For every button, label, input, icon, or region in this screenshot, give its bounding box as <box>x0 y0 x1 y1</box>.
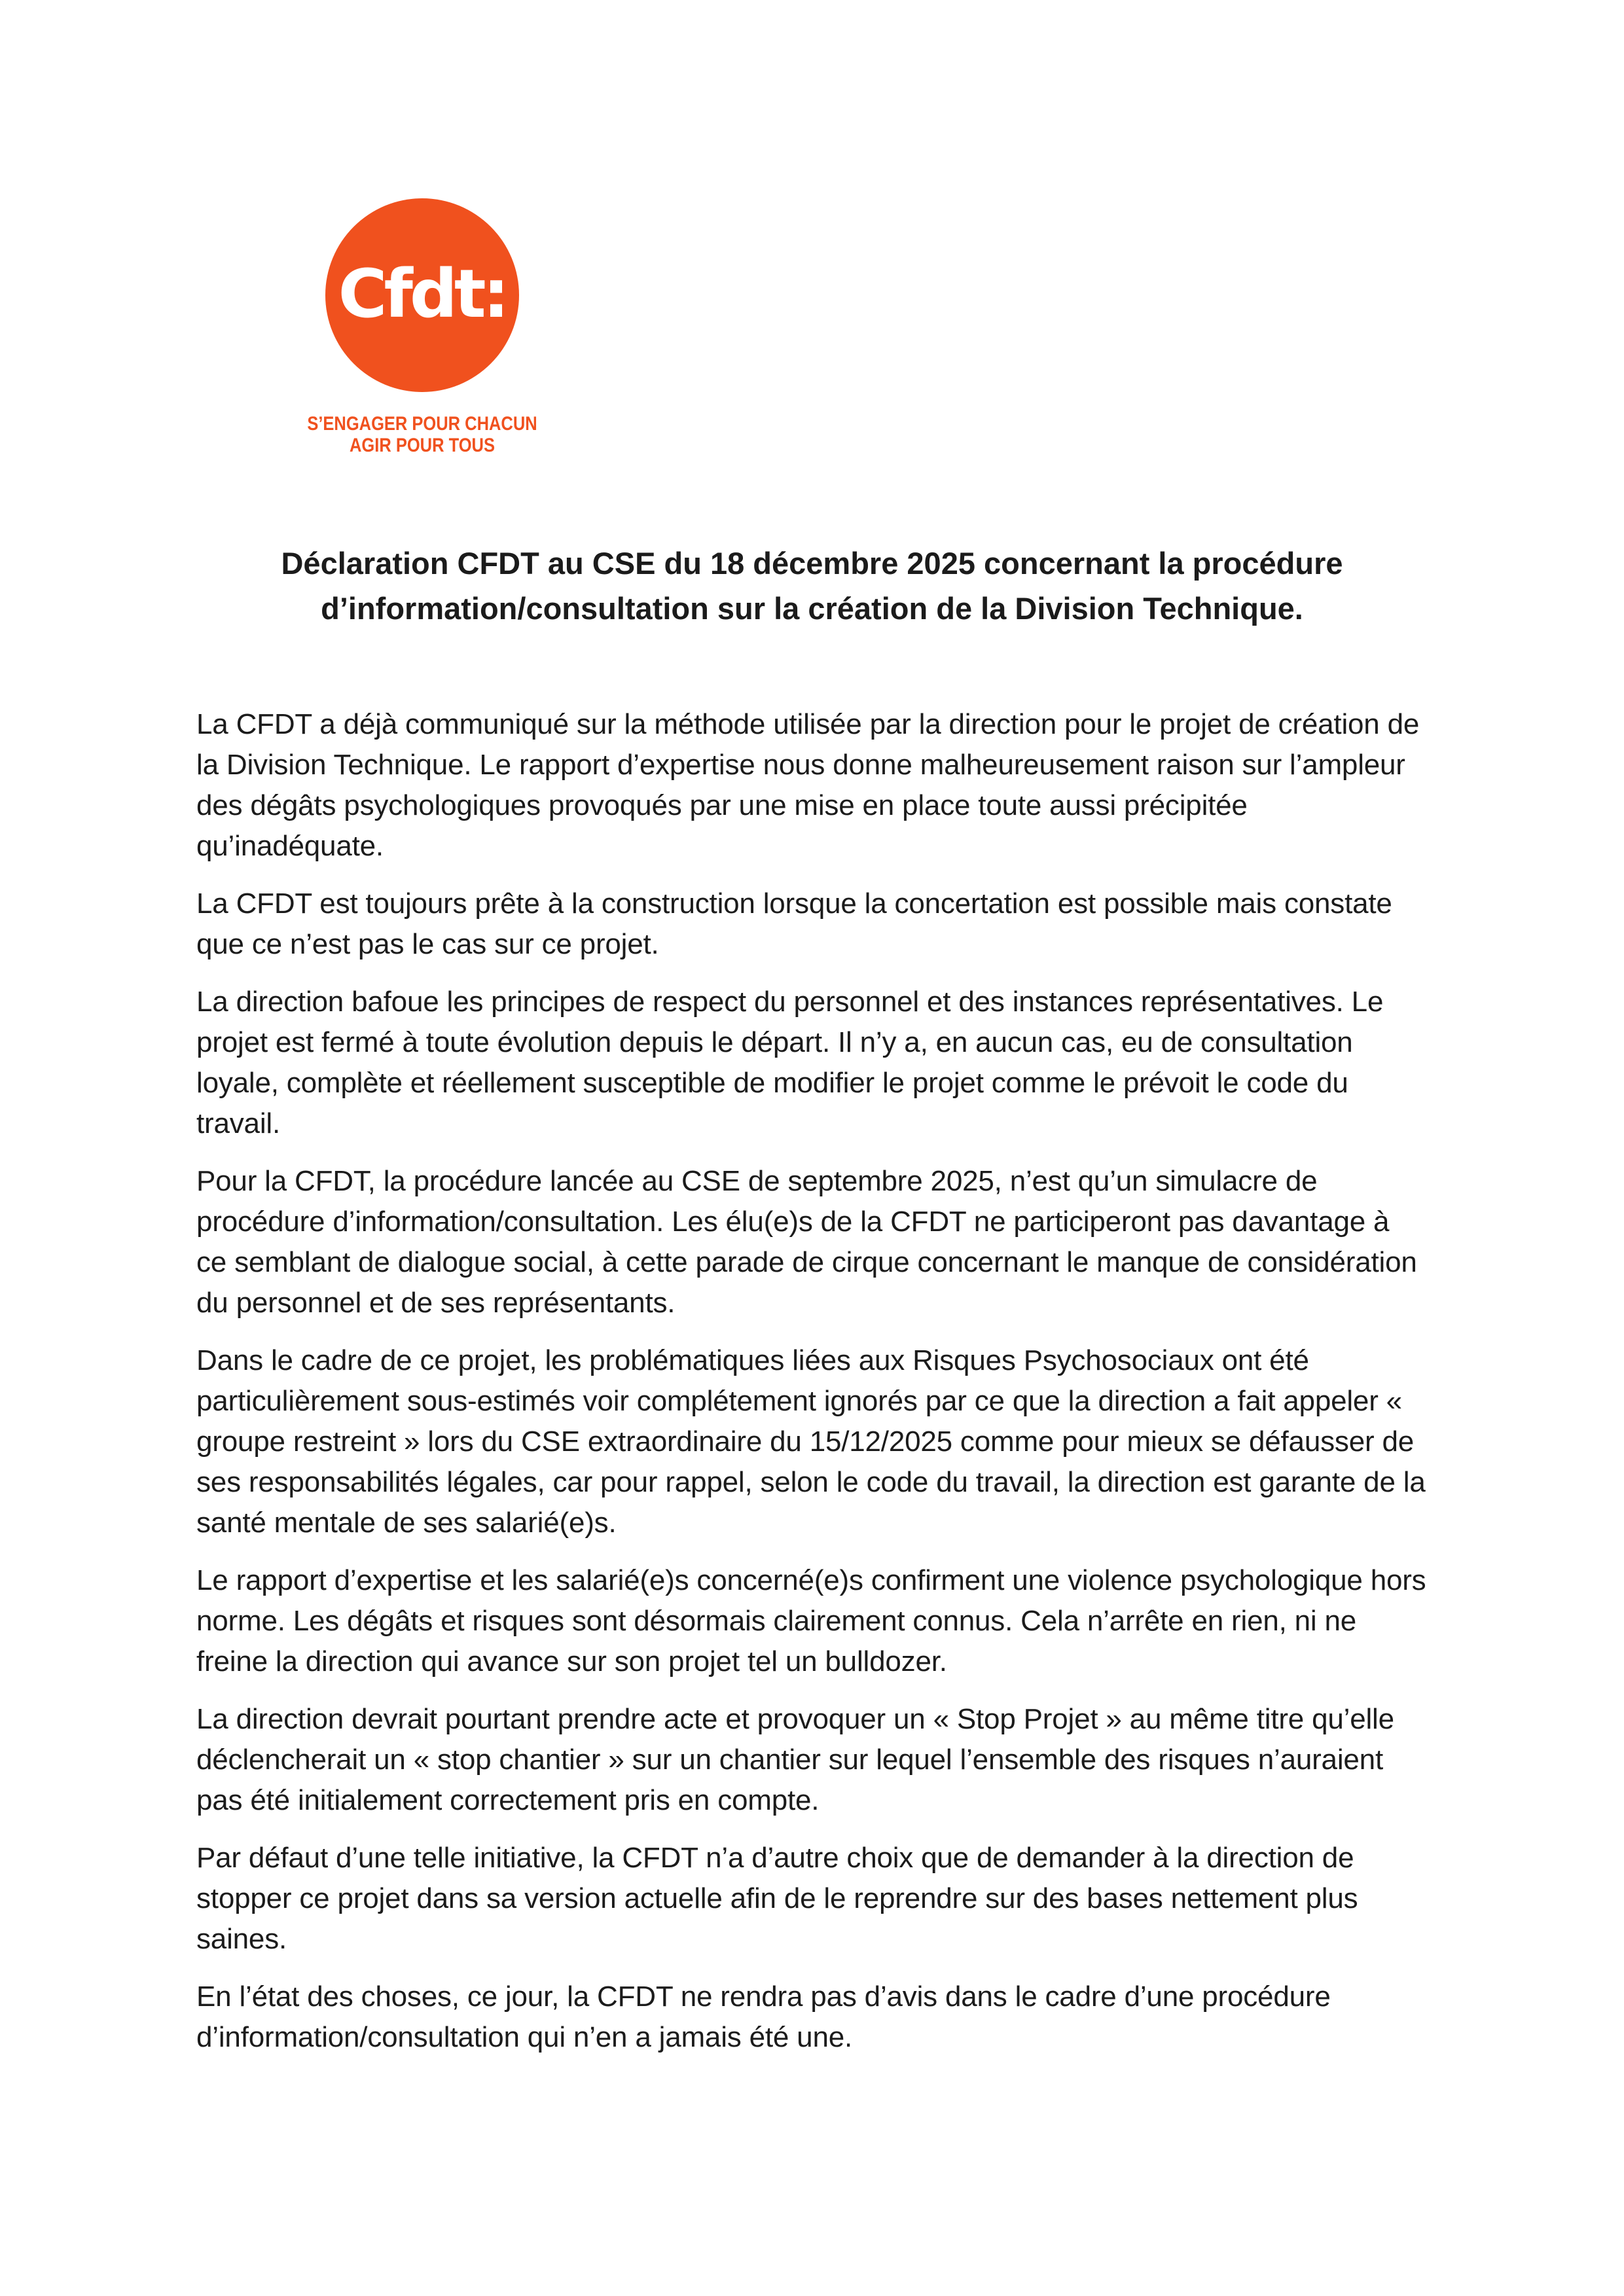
document-title-line2: d’information/consultation sur la création de la Division Technique. <box>321 591 1303 626</box>
paragraph-7: La direction devrait pourtant prendre acte et provoquer un « Stop Projet » au même titre qu’elle déclencherait un « stop chantier » sur un chantier sur lequel l’ensemble des risques n’auraient pas été initialement correctement pris en compte. <box>196 1703 1394 1816</box>
paragraph-8: Par défaut d’une telle initiative, la CFDT n’a d’autre choix que de demander à la direction de stopper ce projet dans sa version actuelle afin de le reprendre sur des bases nettement plus saines. <box>196 1842 1358 1955</box>
cfdt-logo <box>325 198 519 392</box>
cfdt-tagline-line1: S’ENGAGER POUR CHACUN <box>307 413 537 435</box>
paragraph-1: La CFDT a déjà communiqué sur la méthode utilisée par la direction pour le projet de création de la Division Technique. Le rapport d’expertise nous donne malheureusement raison sur l’ampleur des dégâts psychologiques provoqués par une mise en place toute aussi précipitée qu’inadéquate. <box>196 708 1420 862</box>
paragraph-5: Dans le cadre de ce projet, les problématiques liées aux Risques Psychosociaux ont été particulièrement sous-estimés voir complétement ignorés par ce que la direction a fait appeler « groupe restreint » lors du CSE extraordinaire du 15/12/2025 comme pour mieux se défausser de ses responsabilités légales, car pour rappel, selon le code du travail, la direction est garante de la santé mentale de ses salarié(e)s. <box>196 1344 1426 1539</box>
document-title-line1: Déclaration CFDT au CSE du 18 décembre 2025 concernant la procédure <box>281 546 1343 581</box>
cfdt-tagline-line2: AGIR POUR TOUS <box>350 435 495 456</box>
cfdt-tagline <box>297 413 548 456</box>
paragraph-4: Pour la CFDT, la procédure lancée au CSE de septembre 2025, n’est qu’un simulacre de procédure d’information/consultation. Les élu(e)s de la CFDT ne participeront pas davantage à ce semblant de dialogue social, à cette parade de cirque concernant le manque de considération du personnel et de ses représentants. <box>196 1165 1417 1319</box>
document-body <box>196 704 1427 2075</box>
paragraph-3: La direction bafoue les principes de respect du personnel et des instances représentatives. Le projet est fermé à toute évolution depuis le départ. Il n’y a, en aucun cas, eu de consultation loyale, complète et réellement susceptible de modifier le projet comme le prévoit le code du travail. <box>196 986 1384 1139</box>
paragraph-9: En l’état des choses, ce jour, la CFDT ne rendra pas d’avis dans le cadre d’une procédure d’information/consultation qui n’en a jamais été une. <box>196 1981 1331 2053</box>
cfdt-logo-wordmark: Cfdt: <box>338 255 507 333</box>
paragraph-6: Le rapport d’expertise et les salarié(e)s concerné(e)s confirment une violence psychologique hors norme. Les dégâts et risques sont désormais clairement connus. Cela n’arrête en rien, ni ne freine la direction qui avance sur son projet tel un bulldozer. <box>196 1564 1426 1677</box>
document-title <box>98 541 1526 631</box>
paragraph-2: La CFDT est toujours prête à la construction lorsque la concertation est possible mais constate que ce n’est pas le cas sur ce projet. <box>196 888 1392 960</box>
